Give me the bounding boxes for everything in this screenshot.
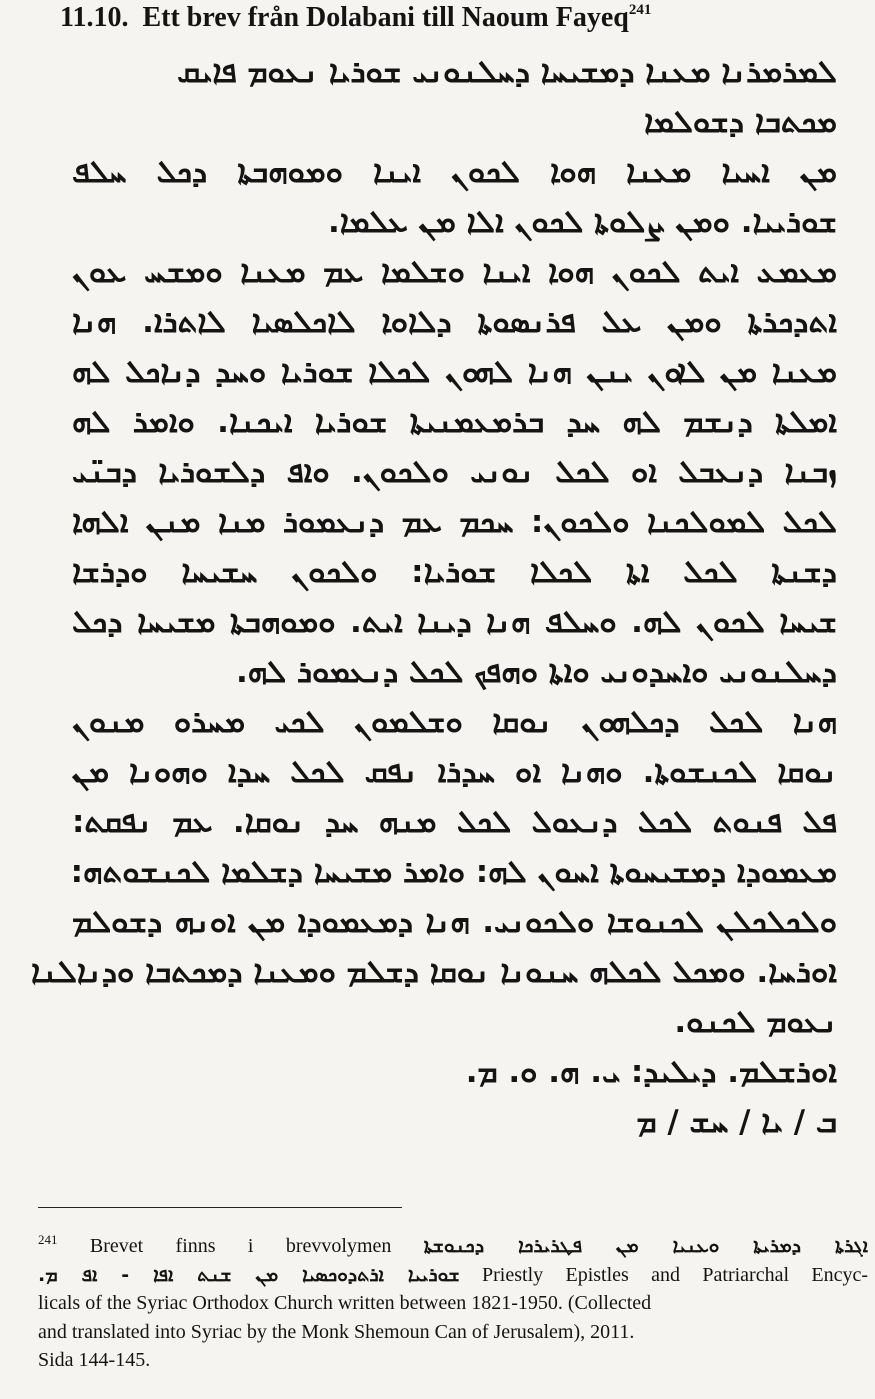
syriac-line: ܒ / ܝܐ / ܚܫ / ܡ — [636, 1104, 837, 1140]
syriac-line: ܡܢ ܐܚܝܐ ܡܥܢܐ ܗܘܐ ܠܟܘܢ ܐܝܢܐ ܘܡܘܗܒܬܐ ܕܟܠ ܚܠܦ — [72, 154, 837, 190]
syriac-line: ܘܠܟܠܟܠܢ ܠܟܢܘܫܐ ܘܠܟܘܢܝ. ܗܢܐ ܕܡܥܡܘܕܐ ܡܢ ܐܘܢܗ ܕܫܘܠܡ — [72, 904, 837, 940]
syriac-line: ܡܥܡܥ ܐܝܬ ܠܟܘܢ ܗܘܐ ܐܝܢܐ ܘܫܠܡܐ ܥܡ ܡܥܢܐ ܘܡܫܚ ܥܘܢ — [72, 254, 837, 290]
footnote-separator — [38, 1207, 402, 1208]
footnote-line — [38, 1261, 868, 1290]
syriac-line: ܢܥܘܡ ܠܟܢܘ. — [674, 1004, 837, 1040]
syriac-line: ܐܡܠܬܐ ܕܢܫܡ ܠܗ ܚܕ ܒܪܡܥܡܢܝܬܐ ܫܘܪܝܐ ܐܝܟܢܐ. ܘܐܡܪ ܠܗ — [72, 404, 837, 440]
syriac-line: ܡܥܡܘܕܐ ܕܡܫܝܚܘܬܐ ܐܚܘܢ ܠܗ: ܘܐܡܪ ܡܫܝܚܐ ܕܫܠܡܐ ܠܟܢܫܘܬܗ: — [70, 854, 837, 890]
footnote-syriac-title: ܐܓܪܬܐ ܕܡܪܝܬܐ ܘܥܢܝܐ ܡܢ ܦܛܪܝܪܟܐ ܕܟܢܘܫܬܐ — [423, 1235, 869, 1257]
section-heading — [60, 2, 860, 34]
syriac-line: ܠܟܠ ܠܡܘܠܟܢܐ ܘܠܟܘܢ: ܚܟܡ ܥܡ ܕܢܥܡܘܪ ܡܢܐ ܡܢܢ ܐܠܗܐ — [72, 504, 837, 540]
footnote-syriac-title: ܫܘܪܝܝܐ ܐܪܬܕܘܟܣܝܐ ܡܢ ܫܢܬ ܐܦܐ - ܐܦ ܡ. — [38, 1263, 460, 1286]
footnote-reference: 241 — [628, 2, 652, 18]
footnote-line: and translated into Syriac by the Monk Shemoun Can of Jerusalem), 2011. — [38, 1320, 635, 1343]
syriac-line: ܡܟܬܒܐ ܕܫܘܠܡܐ — [644, 104, 837, 140]
syriac-line: ܕܚܠܢܘܢܝ ܘܐܚܕܘܢܝ ܘܐܬܐ ܘܗܦܟ ܠܟܠ ܕܢܥܡܘܪ ܠܗ. — [235, 654, 837, 690]
syriac-line: ܐܘܪܫܠܡ. ܕܝܠܝܕ: ܝ. ܗ. ܘ. ܡ. — [465, 1054, 837, 1090]
syriac-line: ܙܒܢܐ ܕܢܥܒܠ ܐܘ ܠܟܠ ܢܘܢܝ ܘܠܟܘܢ. ܘܐܦ ܕܠܫܘܪܝܐ ܕܒܢ̈ܝ — [72, 454, 837, 490]
syriac-line: ܦܠ ܦܢܘܬ ܠܟܠ ܕܢܥܘܠ ܠܟܠ ܡܢܗ ܚܕ ܢܘܩܐ. ܥܡ ܢܦܩܬ: — [72, 804, 837, 840]
footnote-number: 241 — [38, 1232, 58, 1247]
syriac-line: ܢܘܩܐ ܠܟܢܫܘܬܐ. ܘܗܢܐ ܐܘ ܚܕܪܐ ܢܦܩ ܠܟܠ ܚܕܐ ܘܗܘܢܐ ܡܢ — [72, 754, 837, 790]
syriac-line: ܕܫܢܬܐ ܠܟܠ ܐܬܐ ܠܟܠܐ ܫܘܪܝܐ: ܘܠܟܘܢ ܚܫܝܚܐ ܘܕܪܫܐ — [72, 554, 837, 590]
section-title: Ett brev från Dolabani till Naoum Fayeq — [142, 2, 629, 33]
syriac-line: ܠܡܪܡܪܢܐ ܡܥܢܐ ܕܡܫܝܚܐ ܕܚܠܢܘܢܝ ܫܘܪܝܐ ܢܥܘܡ ܦܐܝܩ — [177, 54, 837, 90]
footnote-line — [38, 1226, 868, 1261]
footnote — [38, 1226, 868, 1375]
syriac-line: ܐܬܕܟܪܬܐ ܘܡܢ ܥܠ ܦܪܢܣܘܬܐ ܕܠܐܘܐ ܠܐܟܠܣܝܐ ܠܐܬܪܐ. ܗܢܐ — [72, 304, 837, 340]
syriac-line: ܡܥܢܐ ܡܢ ܠܐܘܢ ܝܢܢ ܗܢܐ ܠܗܘܢ ܠܟܠܐ ܫܘܪܝܐ ܘܚܕ ܕܢܐܟܠ ܠܗ — [72, 354, 837, 390]
section-number: 11.10. — [60, 2, 129, 33]
footnote-text: Brevet finns i brevvolymen — [89, 1235, 392, 1257]
syriac-line: ܗܢܐ ܠܟܠ ܕܟܠܗܘܢ ܢܘܩܐ ܘܫܠܡܘܢ ܠܟܝ ܡܚܪܘ ܡܢܘܢ — [72, 704, 837, 740]
footnote-line: licals of the Syriac Orthodox Church written between 1821-1950. (Collected — [38, 1292, 652, 1314]
footnote-line: Sida 144-145. — [38, 1349, 151, 1371]
syriac-line: ܫܝܚܐ ܠܟܘܢ ܠܗ. ܘܚܠܦ ܗܢܐ ܕܝܢܐ ܐܝܬ. ܘܡܘܗܒܬܐ ܡܫܝܚܐ ܕܟܠ — [72, 604, 837, 640]
footnote-text: Priestly Epistles and Patriarchal Encyc- — [482, 1263, 868, 1286]
syriac-line: ܐܘܪܚܐ. ܘܡܟܠ ܠܟܠܗ ܚܢܘܢܐ ܢܘܩܐ ܕܫܠܡ ܘܡܥܢܐ ܕܡܟܬܒܐ ܘܕܢܐܠܢܐ — [31, 954, 837, 990]
syriac-line: ܫܘܪܝܝܐ. ܘܡܢ ܨܠܘܬܐ ܠܟܘܢ ܐܠܐ ܡܢ ܥܠܡܐ. — [327, 204, 837, 240]
